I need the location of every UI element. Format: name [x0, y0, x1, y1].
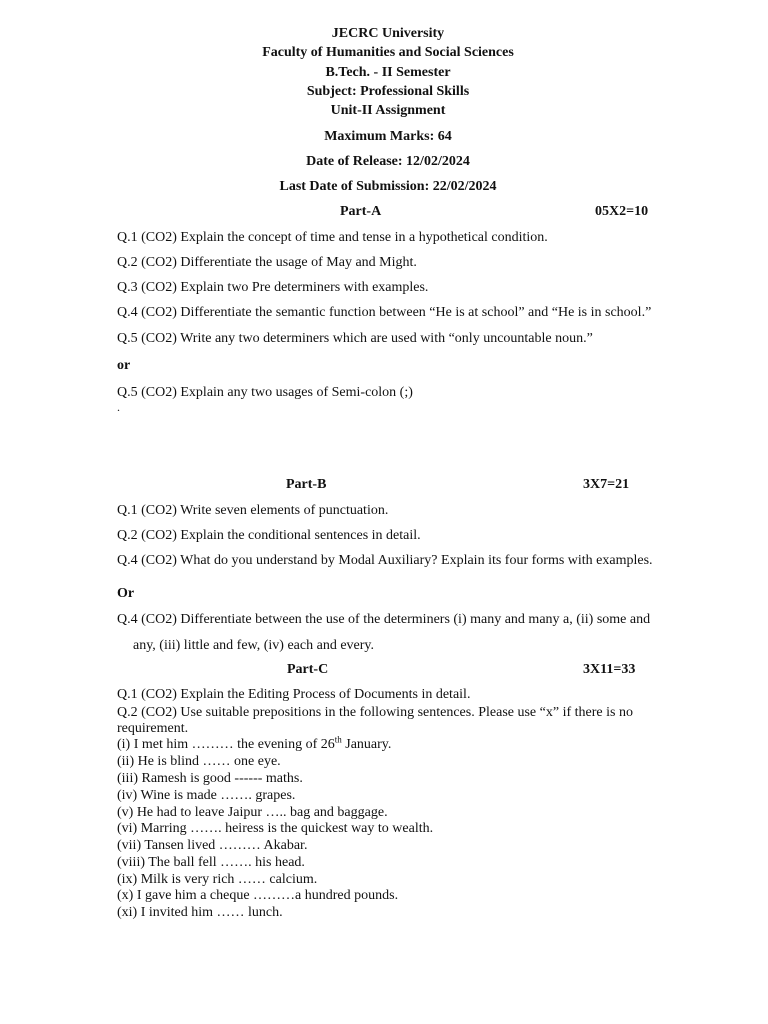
max-marks: Maximum Marks: 64 [324, 129, 452, 144]
program-name: B.Tech. - II Semester [325, 65, 451, 80]
part-c-question-2-line1: Q.2 (CO2) Use suitable prepositions in the following sentences. Please use “x” if there is no [117, 705, 633, 720]
part-a-question-4: Q.4 (CO2) Differentiate the semantic function between “He is at school” and “He is in school.” [117, 305, 652, 320]
part-b-question-4: Q.4 (CO2) What do you understand by Modal Auxiliary? Explain its four forms with examples. [117, 553, 653, 568]
part-b-question-2: Q.2 (CO2) Explain the conditional sentences in detail. [117, 528, 421, 543]
part-b-question-1: Q.1 (CO2) Write seven elements of punctuation. [117, 503, 389, 518]
part-c-question-1: Q.1 (CO2) Explain the Editing Process of Documents in detail. [117, 687, 471, 702]
university-name: JECRC University [331, 26, 445, 41]
preposition-item-1-text: (i) I met him ……… the evening of 26 [117, 737, 335, 752]
preposition-item-4: (iv) Wine is made ……. grapes. [117, 788, 296, 803]
preposition-item-6: (vi) Marring ……. heiress is the quickest way to wealth. [117, 821, 434, 836]
part-c-title: Part-C [287, 662, 329, 677]
assignment-title: Unit-II Assignment [330, 103, 446, 118]
preposition-item-9: (ix) Milk is very rich …… calcium. [117, 872, 318, 887]
preposition-item-1-tail: January. [341, 737, 392, 752]
part-b-alt-question-line1: Q.4 (CO2) Differentiate between the use of the determiners (i) many and many a, (ii) some and [117, 612, 651, 627]
part-a-question-2: Q.2 (CO2) Differentiate the usage of May and Might. [117, 255, 417, 270]
submission-date: Last Date of Submission: 22/02/2024 [279, 179, 497, 194]
subject-name: Subject: Professional Skills [306, 84, 470, 99]
preposition-item-1 [117, 734, 392, 753]
ordinal-suffix: th [334, 734, 342, 745]
part-b-marks: 3X7=21 [583, 477, 630, 492]
part-a-question-3: Q.3 (CO2) Explain two Pre determiners with examples. [117, 280, 429, 295]
part-a-marks: 05X2=10 [595, 204, 649, 219]
release-date: Date of Release: 12/02/2024 [306, 154, 470, 169]
stray-mark: . [117, 400, 120, 414]
part-a-alt-question: Q.5 (CO2) Explain any two usages of Semi-colon (;) [117, 385, 413, 400]
part-a-question-1: Q.1 (CO2) Explain the concept of time and tense in a hypothetical condition. [117, 230, 548, 245]
preposition-item-8: (viii) The ball fell ……. his head. [117, 855, 305, 870]
part-b-alt-question-line2: any, (iii) little and few, (iv) each and every. [133, 638, 375, 653]
part-b-or-label: Or [117, 586, 135, 601]
part-c-marks: 3X11=33 [583, 662, 636, 677]
part-a-or-label: or [117, 358, 131, 373]
part-b-title: Part-B [286, 477, 327, 492]
preposition-item-7: (vii) Tansen lived ……… Akabar. [117, 838, 308, 853]
faculty-name: Faculty of Humanities and Social Sciences [262, 45, 514, 60]
part-a-title: Part-A [340, 204, 382, 219]
preposition-item-3: (iii) Ramesh is good ------ maths. [117, 771, 303, 786]
part-c-question-2-line2: requirement. [117, 721, 189, 736]
part-a-question-5: Q.5 (CO2) Write any two determiners which are used with “only uncountable noun.” [117, 331, 593, 346]
preposition-item-5: (v) He had to leave Jaipur ….. bag and baggage. [117, 805, 388, 820]
preposition-item-2: (ii) He is blind …… one eye. [117, 754, 281, 769]
preposition-item-10: (x) I gave him a cheque ………a hundred pounds. [117, 888, 399, 903]
preposition-item-11: (xi) I invited him …… lunch. [117, 905, 283, 920]
